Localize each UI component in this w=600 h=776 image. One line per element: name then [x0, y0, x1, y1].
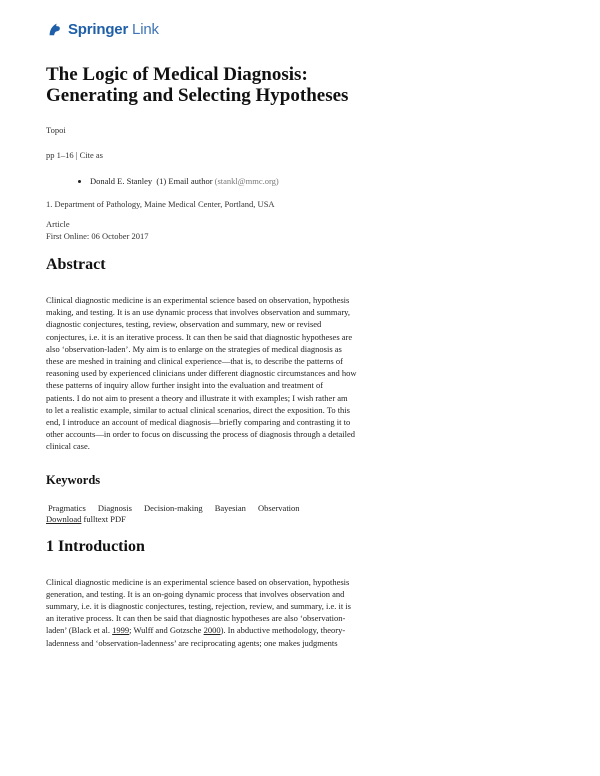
- introduction-text: Clinical diagnostic medicine is an experimental science based on observation, hypothesis generation, and testing. It is an on-going dynamic process that involves observation and summary, i.e. it is diagnostic conjectures, testing, rejection, review, and summary, i.e. it is an iterative process. It can then be said that diagnostic hypotheses are also ‘observation- laden’ (Black et al. 1999; Wulff and Gotzsche 2000). In abductive methodology, theory- ladenness and ‘observation-ladenness’ are reciprocating agents; one makes judgments: [46, 576, 351, 648]
- author-list: [46, 176, 436, 186]
- author-item: [90, 176, 436, 186]
- keyword-item[interactable]: Diagnosis: [97, 502, 132, 513]
- article-info: [46, 219, 436, 242]
- author-name[interactable]: Donald E. Stanley: [90, 176, 153, 186]
- springer-link-logo[interactable]: [46, 20, 159, 38]
- keywords-heading: Keywords: [46, 472, 101, 487]
- author-affil-ref: (1): [156, 176, 167, 186]
- keyword-item[interactable]: Bayesian: [214, 502, 246, 513]
- citation-link[interactable]: 2000: [203, 625, 221, 636]
- article-type: Article: [46, 219, 70, 229]
- page-range-cite[interactable]: pp 1–16 | Cite as: [46, 150, 103, 160]
- introduction-heading: 1 Introduction: [46, 537, 145, 555]
- abstract-heading: Abstract: [46, 256, 106, 273]
- title-line-2: Generating and Selecting Hypotheses: [46, 85, 349, 106]
- download-suffix: fulltext PDF: [81, 513, 126, 524]
- brand-name: Springer Link: [68, 20, 159, 38]
- journal-name[interactable]: Topoi: [46, 125, 66, 135]
- author-email[interactable]: (stankl@mmc.org): [214, 176, 279, 186]
- first-online-date: First Online: 06 October 2017: [46, 230, 149, 241]
- keyword-item[interactable]: Decision-making: [144, 502, 203, 513]
- affiliation: 1. Department of Pathology, Maine Medical Center, Portland, USA: [46, 199, 275, 209]
- article-content: [46, 64, 436, 649]
- article-title: [46, 64, 436, 106]
- springer-horse-icon: [46, 20, 64, 38]
- keyword-list: [46, 503, 436, 513]
- citation-link[interactable]: 1999: [112, 625, 130, 636]
- keyword-item[interactable]: Pragmatics: [48, 502, 86, 513]
- email-author-link[interactable]: Email author: [168, 176, 213, 186]
- title-line-1: The Logic of Medical Diagnosis:: [46, 64, 308, 85]
- keyword-item[interactable]: Observation: [258, 502, 300, 513]
- abstract-text: Clinical diagnostic medicine is an experimental science based on observation, hypothesis making, and testing. It is an use dynamic process that involves observation and summary, diagnostic conjectures, testing, review, observation and summary, new or revised conjectures, i.e. it is an iterative process. It can then be said that diagnostic hypotheses are also ‘observation-laden’. My aim is to enlarge on the strategies of medical diagnosis as these are meshed in training and clinical experience—that is, to describe the patterns of reasoning used by experienced clinicians under different diagnostic circumstances and how these patterns of inquiry allow further insight into the evaluation and treatment of patients. I do not aim to present a theory and illustrate it with examples; I wish rather am to let a realistic example, similar to actual clinical scenarios, direct the exposition. To this end, I introduce an account of medical diagnosis—briefly comparing and contrasting it to other accounts—in order to focus on discussing the process of diagnosis through a detailed clinical case.: [46, 295, 357, 452]
- download-row: [46, 514, 436, 524]
- download-pdf-link[interactable]: Download: [46, 513, 82, 524]
